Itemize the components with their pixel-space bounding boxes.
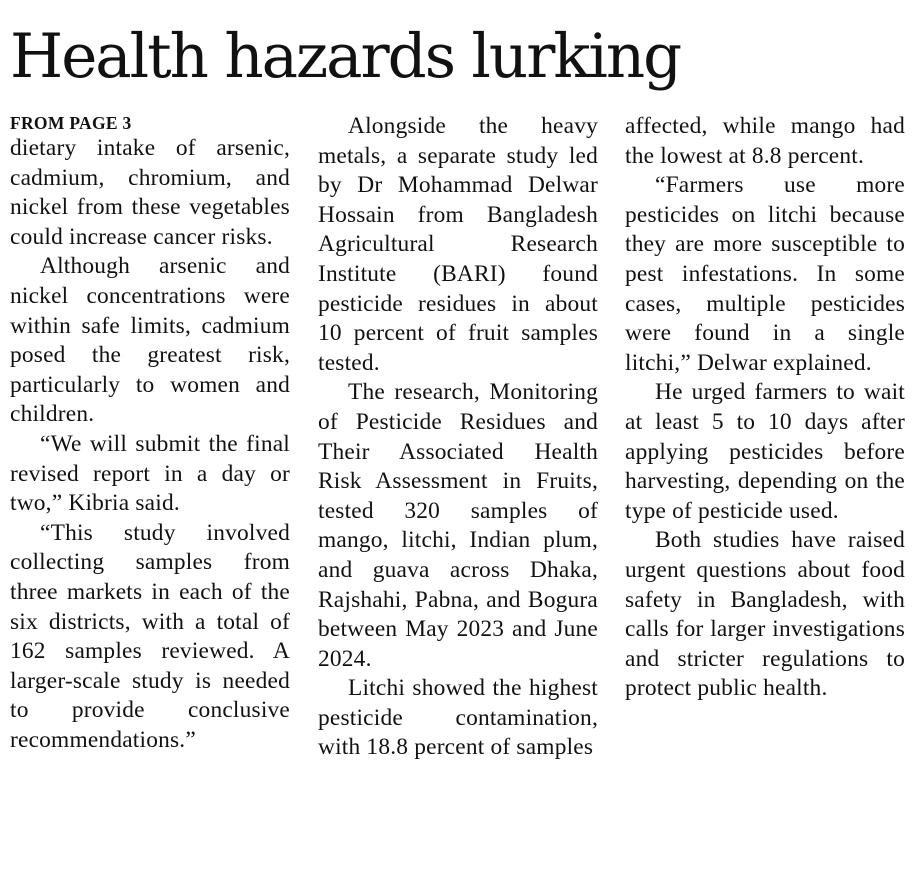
article-paragraph: Although arsenic and nickel concentrations were within safe limits, cadmium posed the greatest risk, particularly to women and children.	[10, 253, 290, 428]
article-column-3	[625, 112, 905, 704]
headline: Health hazards lurking	[10, 21, 681, 92]
article-paragraph: He urged farmers to wait at least 5 to 10 days after applying pesticides before harvesting, depending on the type of pesticide used.	[625, 379, 905, 524]
article-paragraph: The research, Monitoring of Pesticide Residues and Their Associated Health Risk Assessment in Fruits, tested 320 samples of mango, litchi, Indian plum, and guava across Dhaka, Rajshahi, Pabna, and Bogura between May 2023 and June 2024.	[318, 379, 598, 672]
article-paragraph: dietary intake of arsenic, cadmium, chromium, and nickel from these vegetables could increase cancer risks.	[10, 135, 290, 250]
article-paragraph: “This study involved collecting samples from three markets in each of the six districts, with a total of 162 samples reviewed. A larger-scale study is needed to provide conclusive recommendations.”	[10, 519, 290, 753]
article-paragraph: “We will submit the final revised report in a day or two,” Kibria said.	[10, 430, 290, 517]
jump-line: FROM PAGE 3	[10, 113, 132, 133]
article-paragraph: Both studies have raised urgent questions about food safety in Bangladesh, with calls for larger investigations and stricter regulations to protect public health.	[625, 527, 905, 702]
article-column-2	[318, 112, 598, 763]
article-paragraph: affected, while mango had the lowest at 8.8 percent.	[625, 113, 905, 169]
article-paragraph: “Farmers use more pesticides on litchi because they are more susceptible to pest infestations. In some cases, multiple pesticides were found in a single litchi,” Delwar explained.	[625, 172, 905, 376]
article-column-1	[10, 112, 290, 755]
article-paragraph: Litchi showed the highest pesticide contamination, with 18.8 percent of samples	[318, 675, 598, 761]
article-paragraph: Alongside the heavy metals, a separate study led by Dr Mohammad Delwar Hossain from Bangladesh Agricultural Research Institute (BARI) found pesticide residues in about 10 percent of fruit samples tested.	[318, 113, 598, 376]
